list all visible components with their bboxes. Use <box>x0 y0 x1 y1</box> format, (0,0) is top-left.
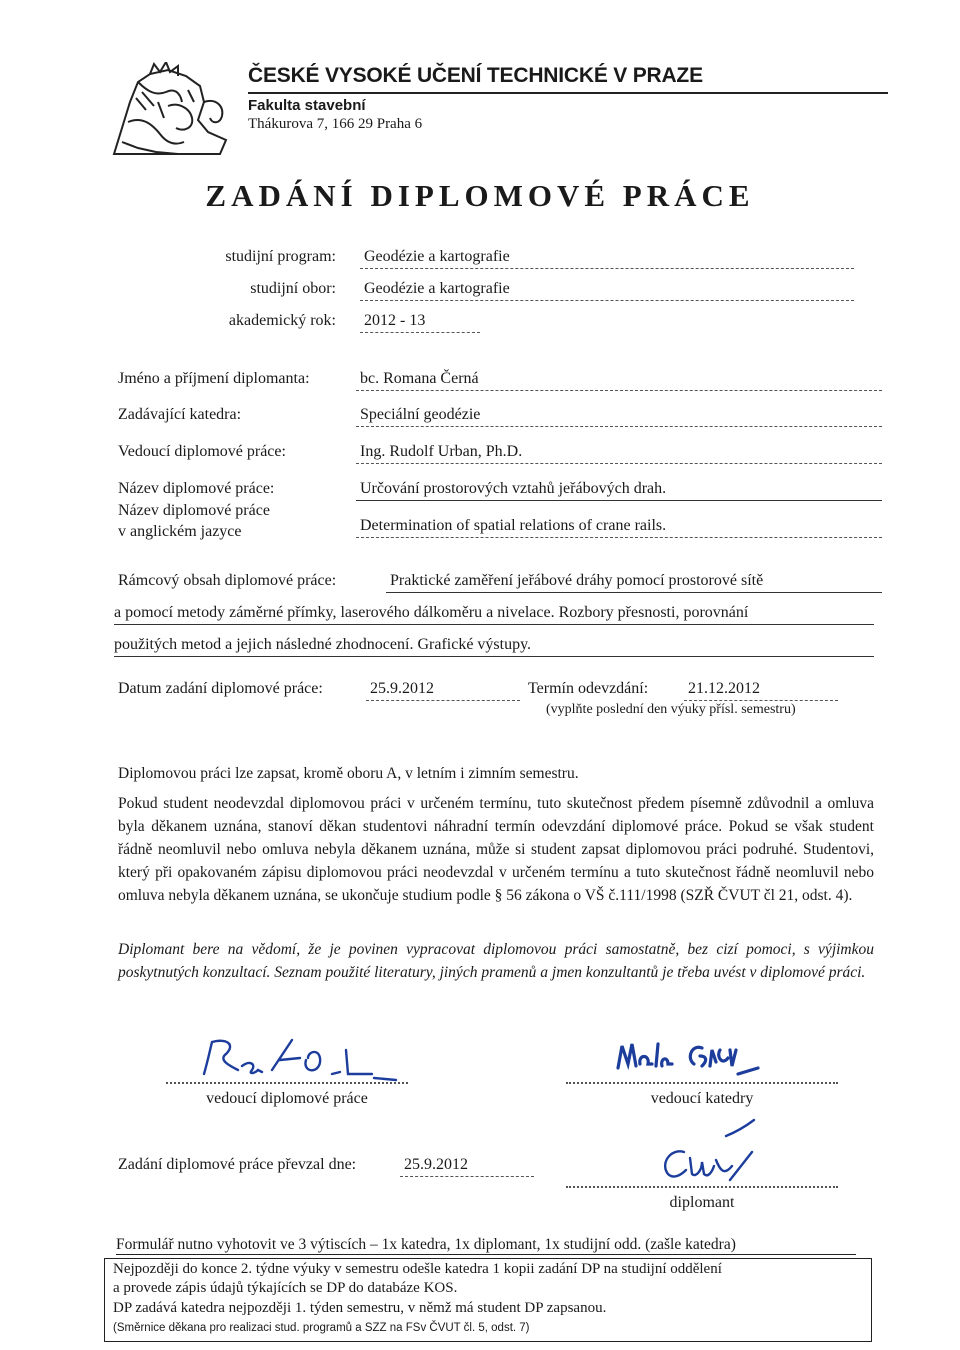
instructions-line-1: Nejpozději do konce 2. týdne výuky v semestru odešle katedra 1 kopii zadání DP na studijní oddělení <box>113 1261 722 1277</box>
program-value: Geodézie a kartografie <box>360 246 854 269</box>
field-label: studijní obor: <box>250 280 336 297</box>
university-name: ČESKÉ VYSOKÉ UČENÍ TECHNICKÉ V PRAZE <box>248 64 703 87</box>
received-label: Zadání diplomové práce převzal dne: <box>118 1156 357 1173</box>
thesis-title-en-label-2: v anglickém jazyce <box>118 523 242 540</box>
form-copies-note: Formulář nutno vyhotovit ve 3 výtiscích – 1x katedra, 1x diplomant, 1x studijní odd. (zašle katedra) <box>116 1236 856 1255</box>
assigned-date-value: 25.9.2012 <box>366 678 520 701</box>
supervisor-label: Vedoucí diplomové práce: <box>118 443 286 460</box>
paragraph-semester: Diplomovou práci lze zapsat, kromě oboru A, v letním i zimním semestru. <box>118 765 579 782</box>
instructions-line-2: a provede zápis údajů týkajících se DP do databáze KOS. <box>113 1280 458 1296</box>
instructions-line-3: DP zadává katedra nejpozději 1. týden semestru, v němž má student DP zapsanou. <box>113 1300 607 1316</box>
student-value: bc. Romana Černá <box>356 368 882 391</box>
header-divider <box>248 92 888 94</box>
department-head-signature-line <box>566 1082 838 1084</box>
content-label: Rámcový obsah diplomové práce: <box>118 572 337 589</box>
paragraph-declaration: Diplomant bere na vědomí, že je povinen vypracovat diplomovou práci samostatně, bez cizí pomoci, s výjimkou poskytnutých konzultací. Seznam použité literatury, jiných pramenů a jmen konzultantů je třeba uvést v diplomové práci. <box>118 941 874 981</box>
thesis-title-value: Určování prostorových vztahů jeřábových drah. <box>356 478 882 501</box>
supervisor-value: Ing. Rudolf Urban, Ph.D. <box>356 441 882 464</box>
year-value: 2012 - 13 <box>360 310 480 333</box>
instructions-line-4: (Směrnice děkana pro realizaci stud. programů a SZZ na FSv ČVUT čl. 5, odst. 7) <box>113 1322 530 1334</box>
faculty-address: Thákurova 7, 166 29 Praha 6 <box>248 116 423 132</box>
department-value: Speciální geodézie <box>356 404 882 427</box>
content-line-2: a pomocí metody záměrné přímky, laserového dálkoměru a nivelace. Rozbory přesnosti, porovnání <box>114 602 874 625</box>
thesis-title-en-label-1: Název diplomové práce <box>118 502 270 519</box>
thesis-title-en-value: Determination of spatial relations of crane rails. <box>356 515 882 538</box>
paragraph-deadline-rules: Pokud student neodevzdal diplomovou práci v určeném termínu, tuto skutečnost předem písemně zdůvodnil a omluva byla děkanem uznána, stanoví děkan studentovi náhradní termín odevzdání diplomové práce. Pokud se však student řádně neomluvil nebo omluva nebyla děkanem uznána, může si student zapsat diplomovou práci podruhé. Studentovi, který při opakovaném zápisu diplomovou práci neodevzdal v určeném termínu a tuto skutečnost řádně neomluvil nebo omluva nebyla děkanem uznána, se ukončuje studium podle § 56 zákona o VŠ č.111/1998 (SZŘ ČVUT čl 21, odst. 4). <box>118 795 874 904</box>
department-head-signature <box>612 1036 788 1080</box>
field-value: Geodézie a kartografie <box>360 278 854 301</box>
student-caption: diplomant <box>669 1194 735 1211</box>
supervisor-caption: vedoucí diplomové práce <box>206 1090 368 1107</box>
year-label: akademický rok: <box>228 312 336 329</box>
supervisor-signature-line <box>166 1082 408 1084</box>
content-line-3: použitých metod a jejich následné zhodnocení. Grafické výstupy. <box>114 634 874 657</box>
deadline-label: Termín odevzdání: <box>528 680 649 697</box>
student-label: Jméno a příjmení diplomanta: <box>118 370 310 387</box>
program-label: studijní program: <box>225 248 336 265</box>
thesis-title-label: Název diplomové práce: <box>118 480 275 497</box>
student-signature-line <box>566 1186 838 1188</box>
instructions-box <box>104 1258 872 1342</box>
department-head-caption: vedoucí katedry <box>650 1090 754 1107</box>
department-label: Zadávající katedra: <box>118 406 242 423</box>
assigned-date-label: Datum zadání diplomové práce: <box>118 680 323 697</box>
student-signature <box>650 1118 760 1186</box>
deadline-value: 21.12.2012 <box>684 678 838 701</box>
deadline-note: (vyplňte poslední den výuky přísl. semestru) <box>546 702 796 717</box>
university-lion-logo-icon <box>108 62 236 162</box>
supervisor-signature <box>196 1030 406 1086</box>
faculty-name: Fakulta stavební <box>248 97 366 114</box>
content-line-1: Praktické zaměření jeřábové dráhy pomocí prostorové sítě <box>386 570 882 593</box>
document-title: ZADÁNÍ DIPLOMOVÉ PRÁCE <box>205 178 755 213</box>
received-date-value: 25.9.2012 <box>400 1154 534 1177</box>
